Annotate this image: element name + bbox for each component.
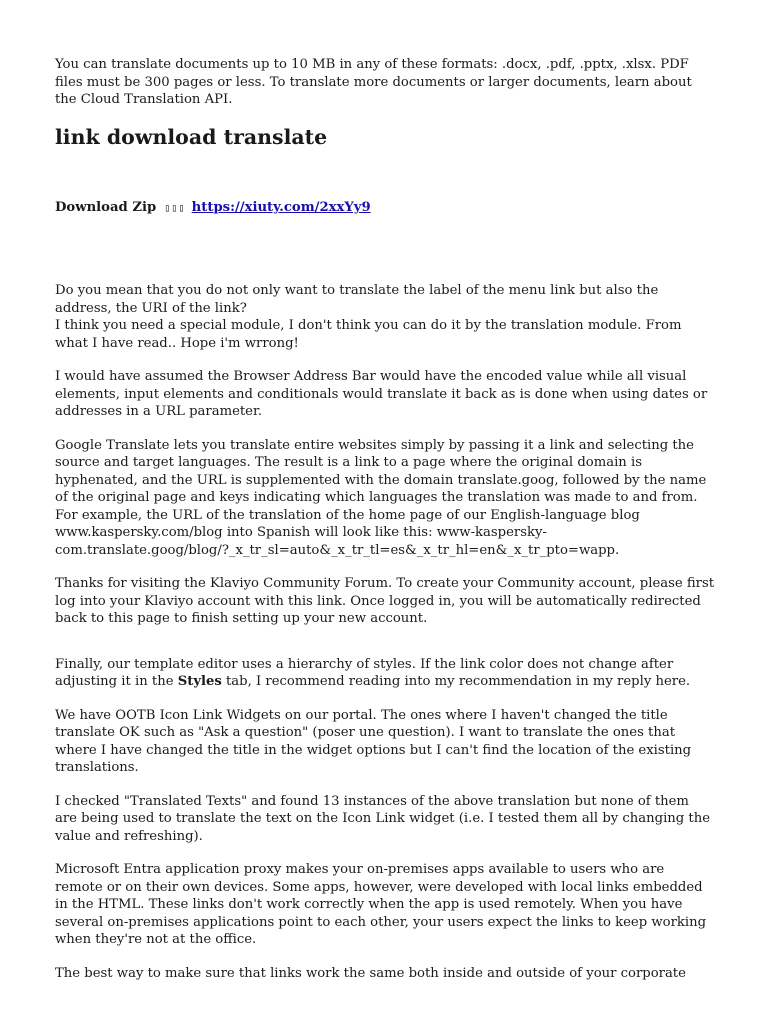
paragraph-entra-proxy: Microsoft Entra application proxy makes your on-premises apps available to users who are remote or on their own devices. Some apps, however, were developed with local links embedded in the HTML. These links don't work correctly when the app is used remotely. When you have several on-premises applications point to each other, your users expect the links to keep working when they're not at the office. bbox=[55, 862, 707, 947]
article-body bbox=[55, 282, 715, 982]
download-line bbox=[55, 199, 371, 218]
paragraph-address-bar: I would have assumed the Browser Address Bar would have the encoded value while all visual elements, input elements and conditionals would translate it back as is done when using dates or addresses in a URL parameter. bbox=[55, 369, 708, 419]
paragraph-uri-question-line1: Do you mean that you do not only want to translate the label of the menu link but also the address, the URI of the link? bbox=[55, 283, 659, 316]
intro-paragraph: You can translate documents up to 10 MB in any of these formats: .docx, .pdf, .pptx, .xlsx. PDF files must be 300 pages or less. To translate more documents or larger documents, learn about the Cloud Translation API. bbox=[55, 57, 692, 107]
paragraph-template-editor-start: Finally, our template editor uses a hierarchy of styles. If the link color does not change after adjusting it in the bbox=[55, 656, 674, 689]
paragraph-uri-question bbox=[55, 282, 715, 352]
styles-bold-text: Styles bbox=[177, 674, 222, 689]
paragraph-best-way: The best way to make sure that links work the same both inside and outside of your corporate bbox=[55, 965, 686, 981]
paragraph-google-translate: Google Translate lets you translate entire websites simply by passing it a link and selecting the source and target languages. The result is a link to a page where the original domain is hyphenated, and the URL is supplemented with the domain translate.goog, followed by the name of the original page and keys indicating which languages the translation was made to and from. For example, the URL of the translation of the home page of our English-language blog www.kaspersky.com/blog into Spanish will look like this: www-kaspersky-com.translate.goog/blog/?_x_tr_sl=auto&_x_tr_tl=es&_x_tr_hl=en&_x_tr_pto=wapp. bbox=[55, 437, 707, 558]
paragraph-klaviyo: Thanks for visiting the Klaviyo Community Forum. To create your Community account, please first log into your Klaviyo account with this link. Once logged in, you will be automatically redirected back to this page to finish setting up your new account. bbox=[55, 576, 715, 626]
missing-glyph-icons: ▯▯▯ bbox=[164, 203, 186, 214]
paragraph-uri-question-line2: I think you need a special module, I don't think you can do it by the translation module. From what I have read.. Hope i'm wrrong! bbox=[55, 318, 682, 351]
download-link[interactable]: https://xiuty.com/2xxYy9 bbox=[191, 200, 371, 215]
paragraph-template-editor-end: tab, I recommend reading into my recommendation in my reply here. bbox=[221, 674, 691, 689]
download-label: Download Zip bbox=[55, 200, 157, 215]
paragraph-template-editor bbox=[55, 656, 715, 691]
paragraph-translated-texts: I checked "Translated Texts" and found 13 instances of the above translation but none of them are being used to translate the text on the Icon Link widget (i.e. I tested them all by changing the value and refreshing). bbox=[55, 793, 711, 844]
paragraph-icon-link-widgets: We have OOTB Icon Link Widgets on our portal. The ones where I haven't changed the title translate OK such as "Ask a question" (poser une question). I want to translate the ones that where I have changed the title in the widget options but I can't find the location of the existing translations. bbox=[55, 707, 692, 775]
page-heading: link download translate bbox=[55, 125, 328, 149]
